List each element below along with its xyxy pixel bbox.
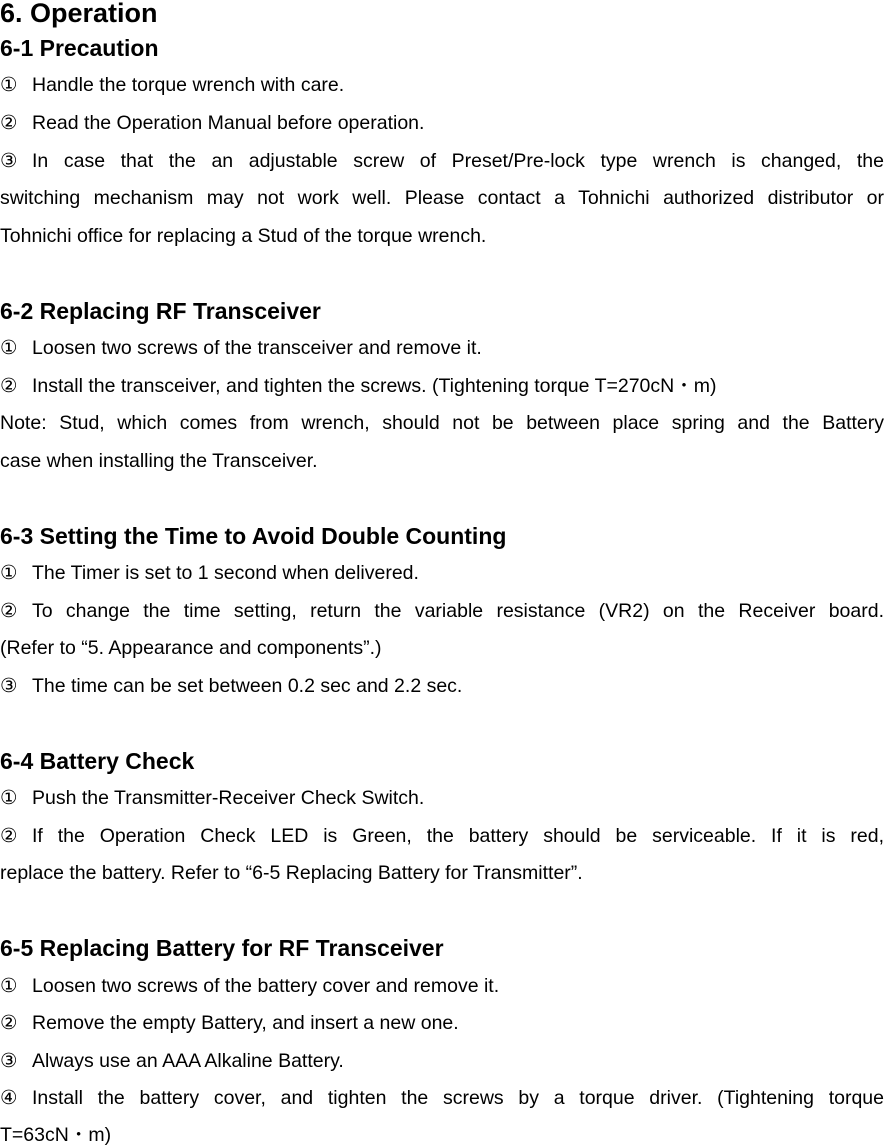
list-item <box>0 1010 459 1036</box>
list-marker: ③ <box>0 150 18 172</box>
list-item-text: Install the battery cover, and tighten the screws by a torque driver. (Tightening torque <box>32 1087 884 1109</box>
list-marker: ① <box>0 975 18 997</box>
section-heading-replacing-battery: 6-5 Replacing Battery for RF Transceiver <box>0 935 444 961</box>
list-item <box>0 335 482 361</box>
note-line: case when installing the Transceiver. <box>0 450 318 472</box>
list-item <box>0 785 424 811</box>
list-item-text: Loosen two screws of the battery cover and remove it. <box>32 975 500 997</box>
list-item <box>0 110 424 136</box>
section-heading-battery-check: 6-4 Battery Check <box>0 748 195 774</box>
list-item <box>0 1085 884 1111</box>
list-item-text: In case that the an adjustable screw of Preset/Pre-lock type wrench is changed, the <box>32 150 884 172</box>
list-item <box>0 1048 344 1074</box>
paragraph-line: (Refer to “5. Appearance and components”.) <box>0 637 382 659</box>
list-item-text: Push the Transmitter-Receiver Check Switch. <box>32 787 425 809</box>
list-item-text: Handle the torque wrench with care. <box>32 74 345 96</box>
list-item <box>0 823 884 849</box>
list-item <box>0 973 499 999</box>
list-item-text: If the Operation Check LED is Green, the battery should be serviceable. If it is red, <box>32 825 884 847</box>
paragraph-line: switching mechanism may not work well. Please contact a Tohnichi authorized distributor or <box>0 187 884 209</box>
list-marker: ② <box>0 1012 18 1034</box>
list-item-text: Loosen two screws of the transceiver and remove it. <box>32 337 482 359</box>
list-item <box>0 148 884 174</box>
section-heading-double-counting: 6-3 Setting the Time to Avoid Double Counting <box>0 523 507 549</box>
page-title: 6. Operation <box>0 0 158 28</box>
list-item-text: Install the transceiver, and tighten the screws. (Tightening torque T=270cN・m) <box>32 375 717 397</box>
list-item-text: Read the Operation Manual before operation. <box>32 112 425 134</box>
paragraph-line: T=63cN・m) <box>0 1124 112 1146</box>
list-item <box>0 673 462 699</box>
list-marker: ② <box>0 375 18 397</box>
list-marker: ④ <box>0 1087 18 1109</box>
section-heading-precaution: 6-1 Precaution <box>0 35 159 61</box>
list-marker: ② <box>0 112 18 134</box>
list-marker: ① <box>0 74 18 96</box>
section-heading-replacing-rf-transceiver: 6-2 Replacing RF Transceiver <box>0 298 321 324</box>
list-item <box>0 560 419 586</box>
paragraph-line: replace the battery. Refer to “6-5 Replacing Battery for Transmitter”. <box>0 862 583 884</box>
list-item-text: The Timer is set to 1 second when delivered. <box>32 562 419 584</box>
list-item-text: To change the time setting, return the variable resistance (VR2) on the Receiver board. <box>32 600 884 622</box>
list-marker: ③ <box>0 675 18 697</box>
note-line: Note: Stud, which comes from wrench, should not be between place spring and the Battery <box>0 412 884 434</box>
list-item-text: The time can be set between 0.2 sec and 2.2 sec. <box>32 675 463 697</box>
list-item <box>0 373 716 399</box>
list-item <box>0 72 344 98</box>
list-marker: ① <box>0 787 18 809</box>
paragraph-line: Tohnichi office for replacing a Stud of the torque wrench. <box>0 225 487 247</box>
list-marker: ① <box>0 562 18 584</box>
list-item <box>0 598 884 624</box>
list-marker: ② <box>0 600 18 622</box>
list-marker: ③ <box>0 1050 18 1072</box>
list-marker: ② <box>0 825 18 847</box>
list-item-text: Remove the empty Battery, and insert a new one. <box>32 1012 459 1034</box>
list-marker: ① <box>0 337 18 359</box>
list-item-text: Always use an AAA Alkaline Battery. <box>32 1050 344 1072</box>
